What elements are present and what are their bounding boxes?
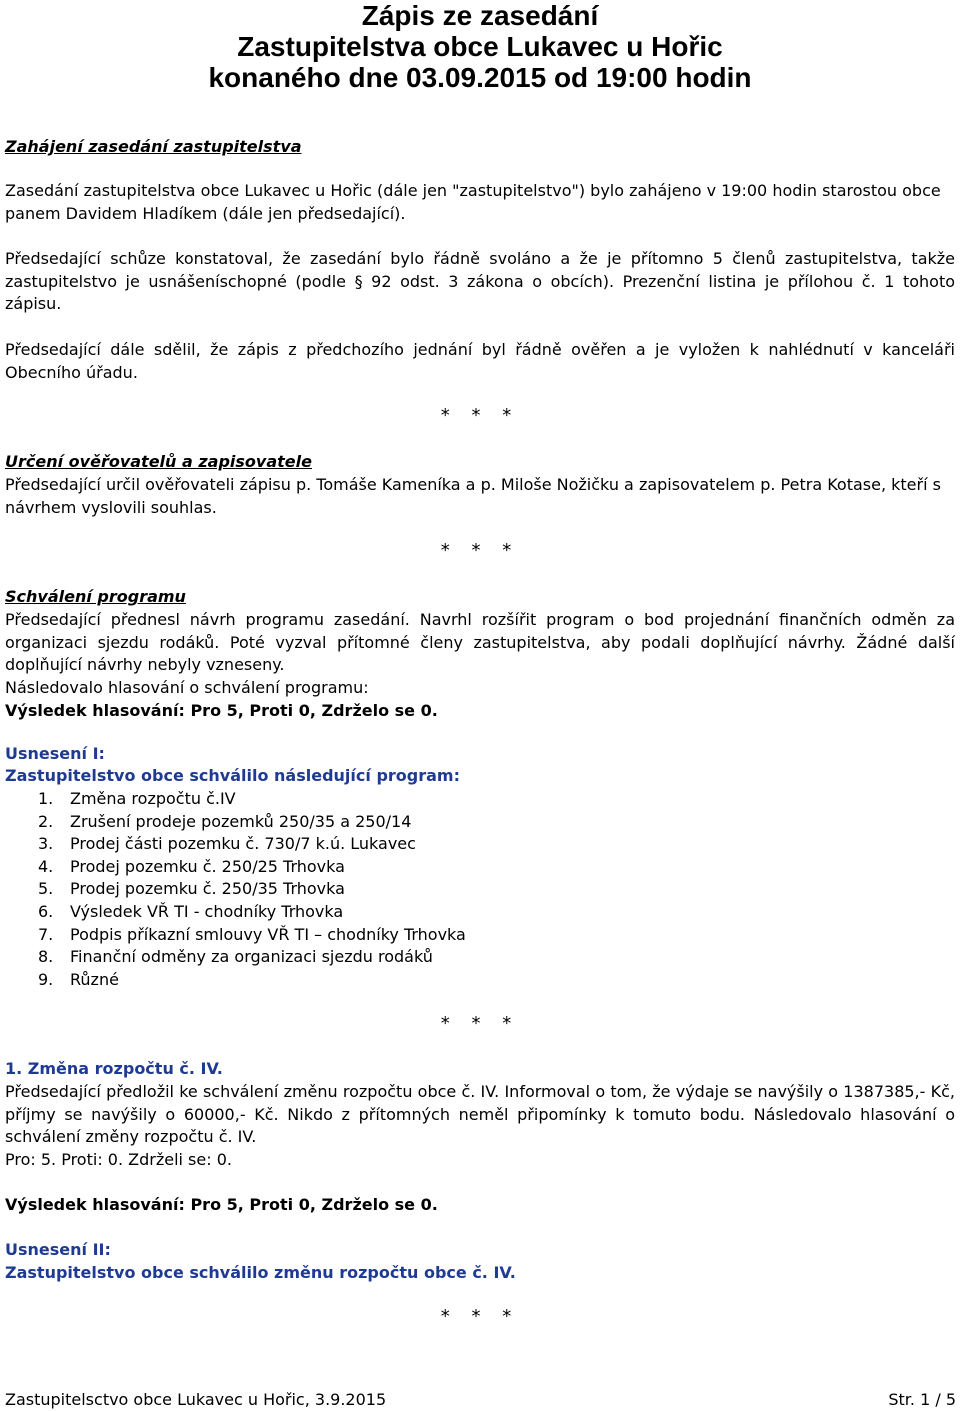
program-paragraph-1: Předsedající přednesl návrh programu zasedání. Navrhl rozšířit program o bod projednání finančních odměn za organizaci sjezdu rodáků. Poté vyzval přítomné členy zastupitelstva, aby podali doplňující návrhy. Žádné další doplňující návrhy nebyly vzneseny.	[5, 610, 955, 675]
verifiers-paragraph: Předsedající určil ověřovateli zápisu p. Tomáše Kameníka a p. Miloše Nožičku a zapisovatelem p. Petra Kotase, kteří s návrhem vyslovili souhlas.	[5, 475, 941, 517]
resolution-1-label: Usnesení I:	[5, 744, 105, 763]
opening-paragraph-1: Zasedání zastupitelstva obce Lukavec u Hořic (dále jen "zastupitelstvo") bylo zahájeno v 19:00 hodin starostou obce panem Davidem Hladíkem (dále jen předsedající).	[5, 181, 941, 223]
program-list-item: 2. Zrušení prodeje pozemků 250/35 a 250/14	[38, 811, 412, 831]
budget-vote-result: Výsledek hlasování: Pro 5, Proti 0, Zdrželo se 0.	[5, 1195, 438, 1214]
program-list-item: 9. Různé	[38, 969, 119, 989]
resolution-2-text: Zastupitelstvo obce schválilo změnu rozpočtu obce č. IV.	[5, 1263, 516, 1282]
program-list-item: 8. Finanční odměny za organizaci sjezdu rodáků	[38, 947, 433, 967]
opening-paragraph-3: Předsedající dále sdělil, že zápis z předchozího jednání byl řádně ověřen a je vyložen k nahlédnutí v kanceláři Obecního úřadu.	[5, 340, 955, 382]
program-list-item: 6. Výsledek VŘ TI - chodníky Trhovka	[38, 901, 344, 921]
title-line-2: Zastupitelstva obce Lukavec u Hořic	[237, 31, 723, 62]
program-list-item: 1. Změna rozpočtu č.IV	[38, 789, 236, 808]
program-list-item: 4. Prodej pozemku č. 250/25 Trhovka	[38, 856, 345, 876]
title-line-3: konaného dne 03.09.2015 od 19:00 hodin	[208, 62, 752, 93]
program-list	[5, 788, 466, 991]
section-heading-opening: Zahájení zasedání zastupitelstva	[5, 137, 302, 156]
program-vote-result: Výsledek hlasování: Pro 5, Proti 0, Zdrželo se 0.	[5, 701, 438, 720]
opening-paragraph-2: Předsedající schůze konstatoval, že zasedání bylo řádně svoláno a že je přítomno 5 členů zastupitelstva, takže zastupitelstvo je usnášeníschopné (podle § 92 odst. 3 zákona o obcích). Prezenční listina je přílohou č. 1 tohoto zápisu.	[5, 249, 955, 314]
page-footer	[5, 1390, 956, 1410]
page-number: Str. 1 / 5	[888, 1390, 956, 1409]
separator: * * *	[440, 540, 520, 561]
title-line-1: Zápis ze zasedání	[361, 0, 599, 31]
budget-paragraph-2: Pro: 5. Proti: 0. Zdrželi se: 0.	[5, 1150, 232, 1169]
program-list-item: 5. Prodej pozemku č. 250/35 Trhovka	[38, 879, 345, 899]
footer-left-text: Zastupitelsctvo obce Lukavec u Hořic, 3.9.2015	[5, 1390, 387, 1409]
program-list-item: 7. Podpis příkazní smlouvy VŘ TI – chodníky Trhovka	[38, 924, 466, 944]
program-paragraph-2: Následovalo hlasování o schválení programu:	[5, 678, 369, 697]
section-heading-budget: 1. Změna rozpočtu č. IV.	[5, 1059, 223, 1078]
separator: * * *	[440, 405, 520, 426]
budget-paragraph-1: Předsedající předložil ke schválení změnu rozpočtu obce č. IV. Informoval o tom, že výdaje se navýšily o 1387385,- Kč, příjmy se navýšily o 60000,- Kč. Nikdo z přítomných neměl připomínky k tomuto bodu. Následovalo hlasování o schválení změny rozpočtu č. IV.	[5, 1082, 955, 1147]
section-heading-program: Schválení programu	[5, 587, 186, 606]
resolution-1-text: Zastupitelstvo obce schválilo následující program:	[5, 766, 460, 785]
resolution-2-label: Usnesení II:	[5, 1240, 111, 1259]
section-heading-verifiers: Určení ověřovatelů a zapisovatele	[5, 452, 312, 471]
separator: * * *	[440, 1306, 520, 1327]
separator: * * *	[440, 1013, 520, 1034]
program-list-item: 3. Prodej části pozemku č. 730/7 k.ú. Lukavec	[38, 834, 416, 854]
